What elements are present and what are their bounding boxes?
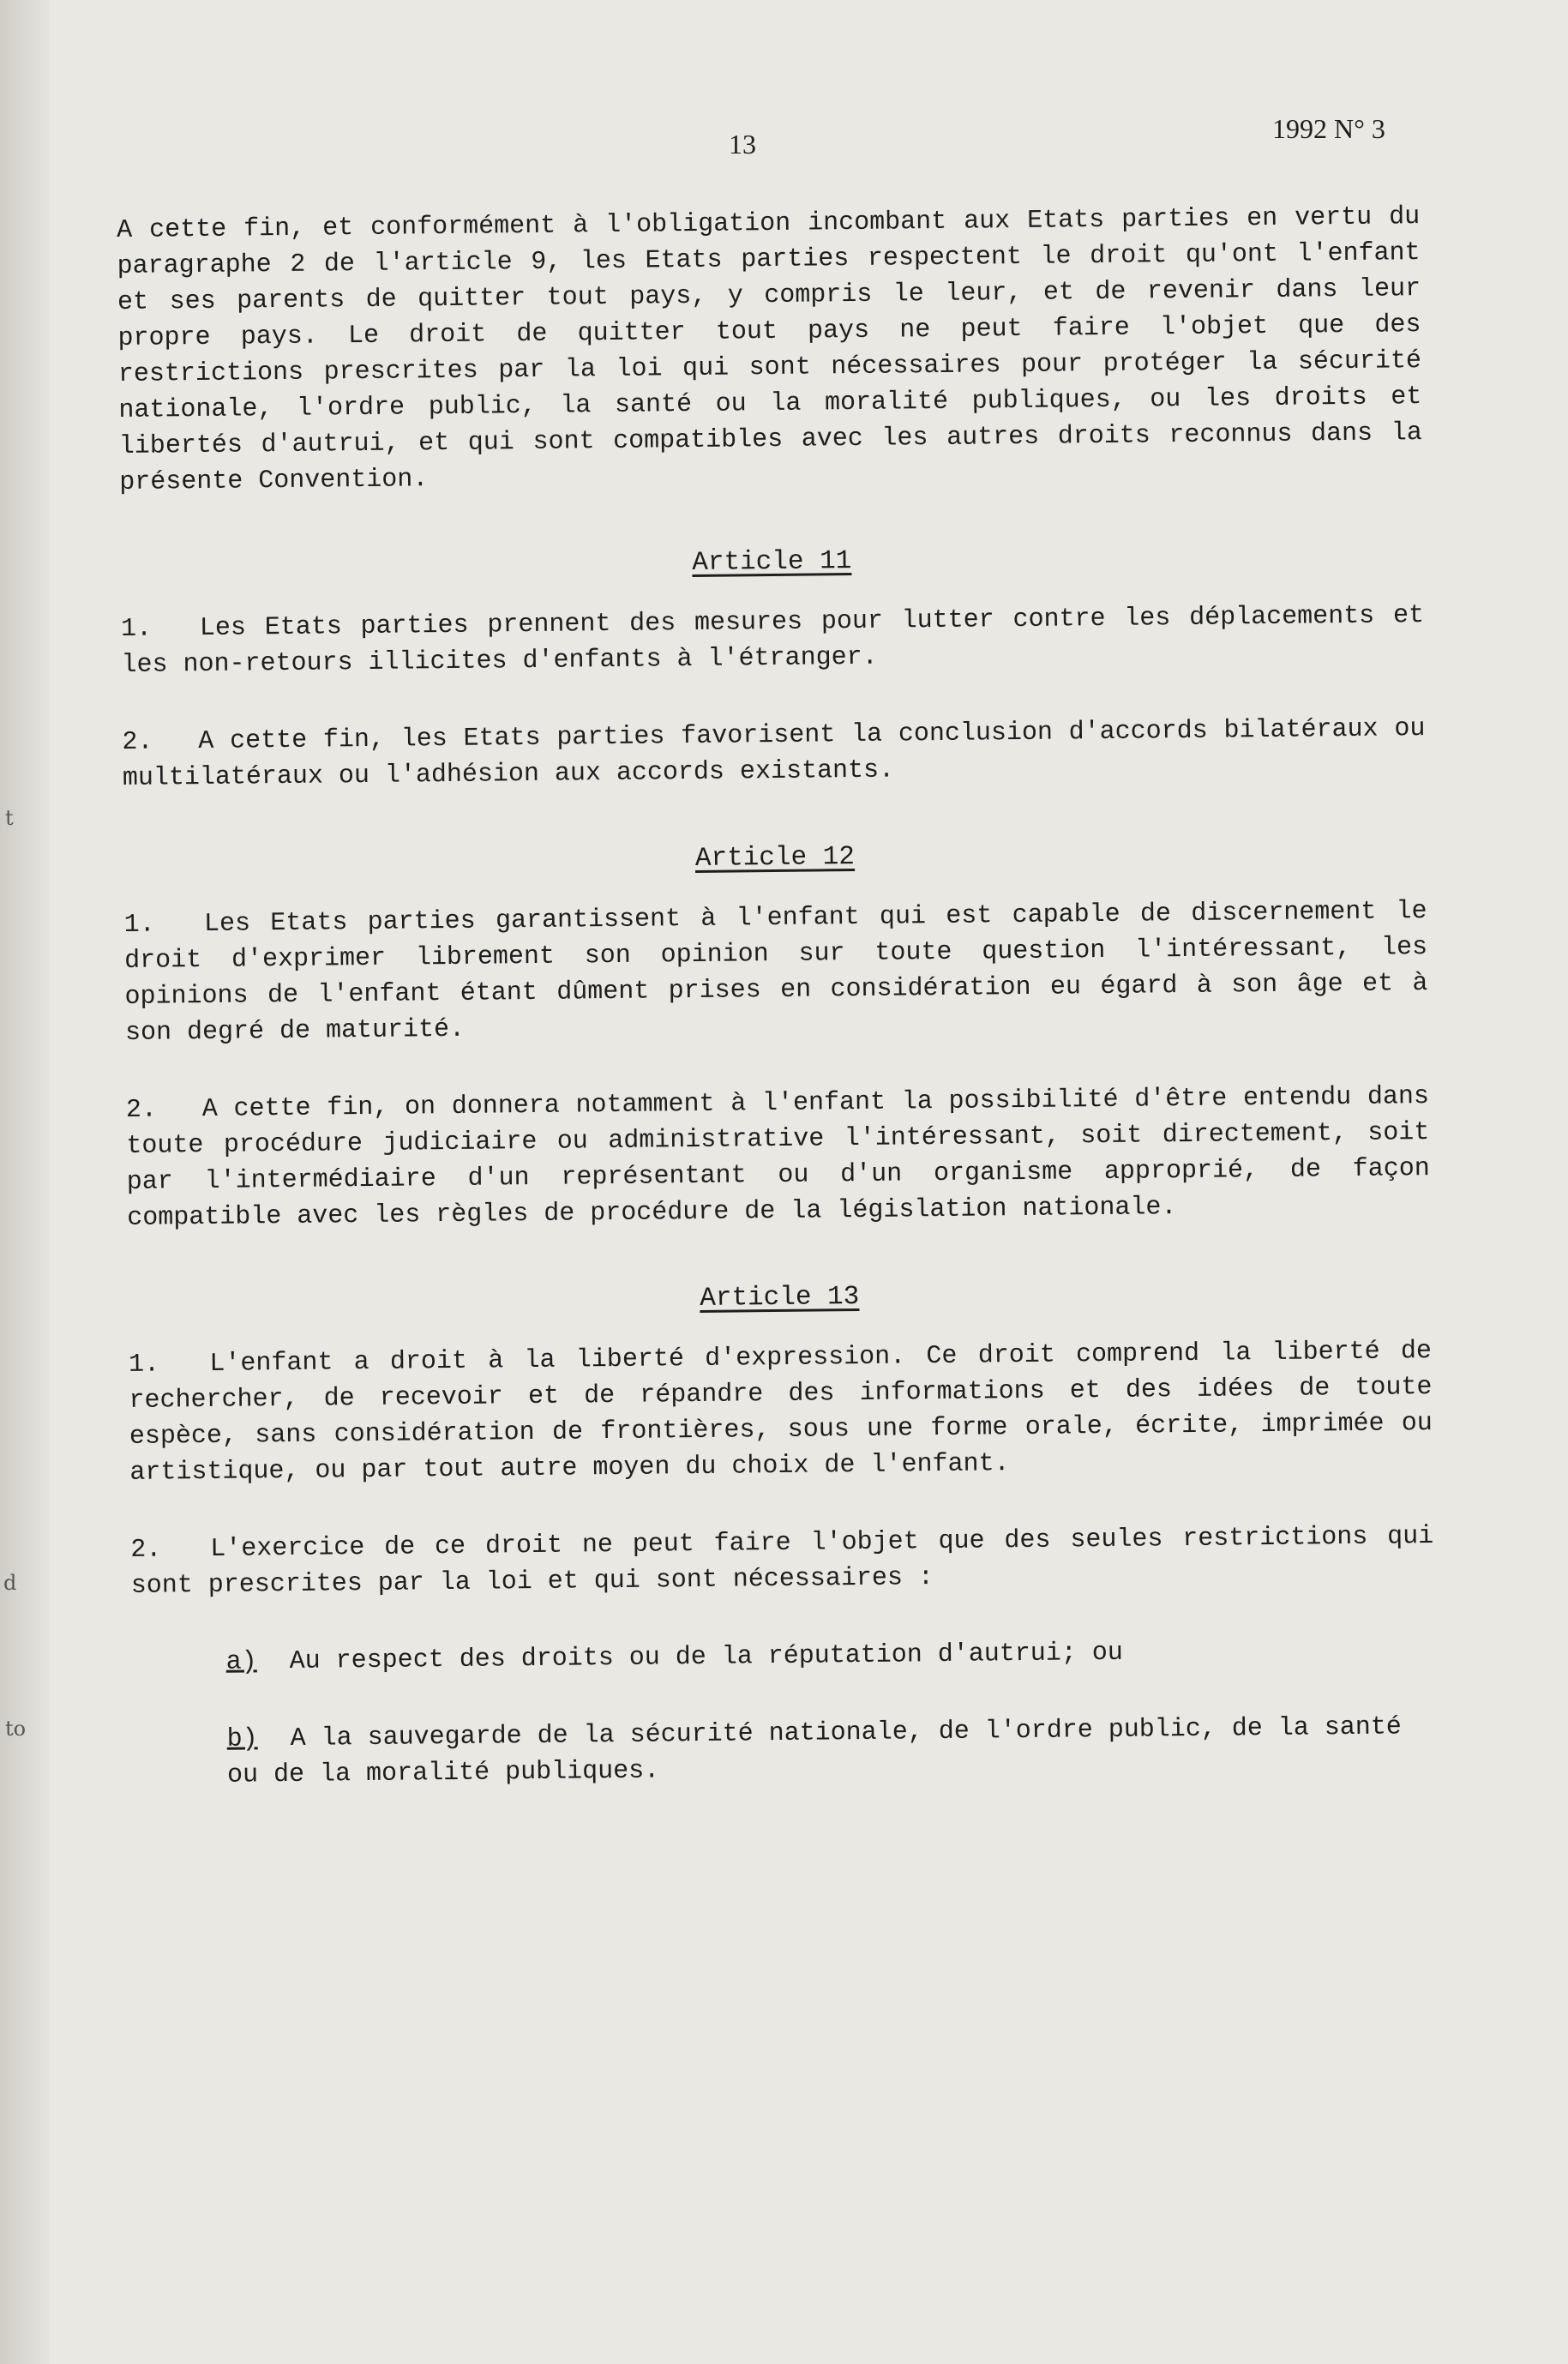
paragraph-number: 2. (130, 1535, 162, 1565)
document-reference: 1992 N° 3 (1272, 113, 1385, 144)
paragraph-number: 1. (128, 1350, 160, 1380)
left-margin-strip (0, 0, 50, 2364)
article-13-heading (128, 1276, 1431, 1320)
margin-fragment: t (5, 806, 14, 830)
list-item-text: Au respect des droits ou de la réputation d'autrui; ou (289, 1638, 1124, 1676)
list-item-b (132, 1709, 1436, 1795)
paragraph-number: 1. (123, 910, 155, 940)
article-12-heading (123, 836, 1427, 880)
article-12-paragraph-2 (126, 1079, 1431, 1236)
article-11-paragraph-2 (122, 711, 1426, 797)
document-body (117, 199, 1436, 1795)
article-11-heading (120, 540, 1423, 584)
list-item-text: A la sauvegarde de la sécurité nationale, de l'ordre public, de la santé ou de la moralité publiques. (226, 1712, 1402, 1790)
intro-paragraph: A cette fin, et conformément à l'obligation incombant aux Etats parties en vertu du paragraphe 2 de l'article 9, les Etats parties respectent le droit qu'ont l'enfant et ses parents de quitter tout pays, y compris le leur, et de revenir dans leur propre pays. Le droit de quitter tout pays ne peut faire l'objet que des restrictions prescrites par la loi qui sont nécessaires pour protéger la sécurité nationale, l'ordre public, la santé ou la moralité publiques, ou les droits et libertés d'autrui, et qui sont compatibles avec les autres droits reconnus dans la présente Convention. (117, 202, 1422, 497)
paragraph-number: 2. (122, 727, 153, 757)
paragraph-number: 2. (125, 1095, 158, 1125)
list-item-label: a) (225, 1647, 257, 1677)
paragraph-text: A cette fin, les Etats parties favorisent la conclusion d'accords bilatéraux ou multilatéraux ou l'adhésion aux accords existants. (122, 714, 1426, 793)
paragraph-text: Les Etats parties prennent des mesures pour lutter contre les déplacements et les non-retours illicites d'enfants à l'étranger. (121, 601, 1425, 680)
paragraph-text: A cette fin, on donnera notamment à l'enfant la possibilité d'être entendu dans toute procédure judiciaire ou administrative l'intéressant, soit directement, soit par l'intermédiaire d'un représentant ou d'un organisme approprié, de façon compatible avec les règles de procédure de la législation nationale. (126, 1082, 1430, 1233)
article-11-title: Article 11 (692, 546, 852, 578)
paragraph-text: L'enfant a droit à la liberté d'expression. Ce droit comprend la liberté de rechercher, de recevoir et de répandre des informations et des idées de toute espèce, sans considération de frontières, sous une forme orale, écrite, imprimée ou artistique, ou par tout autre moyen du choix de l'enfant. (129, 1337, 1433, 1488)
margin-fragment: to (5, 1717, 27, 1741)
paragraph-number: 1. (120, 614, 153, 644)
list-item-label: b) (226, 1724, 258, 1754)
page-number: 13 (729, 129, 756, 159)
article-12-paragraph-1 (123, 893, 1428, 1051)
article-13-title: Article 13 (700, 1281, 860, 1314)
paragraph-text: Les Etats parties garantissent à l'enfant qui est capable de discernement le droit d'exprimer librement son opinion sur toute question l'intéressant, les opinions de l'enfant étant dûment prises en considération eu égard à son âge et à son degré de maturité. (123, 897, 1428, 1048)
article-11-paragraph-1 (121, 598, 1425, 683)
article-12-title: Article 12 (694, 842, 856, 874)
paragraph-text: L'exercice de ce droit ne peut faire l'objet que des seules restrictions qui sont prescrites par la loi et qui sont nécessaires : (130, 1521, 1434, 1601)
article-13-paragraph-1 (129, 1333, 1433, 1491)
margin-fragment: d (3, 1571, 17, 1595)
article-13-paragraph-2 (130, 1519, 1434, 1604)
